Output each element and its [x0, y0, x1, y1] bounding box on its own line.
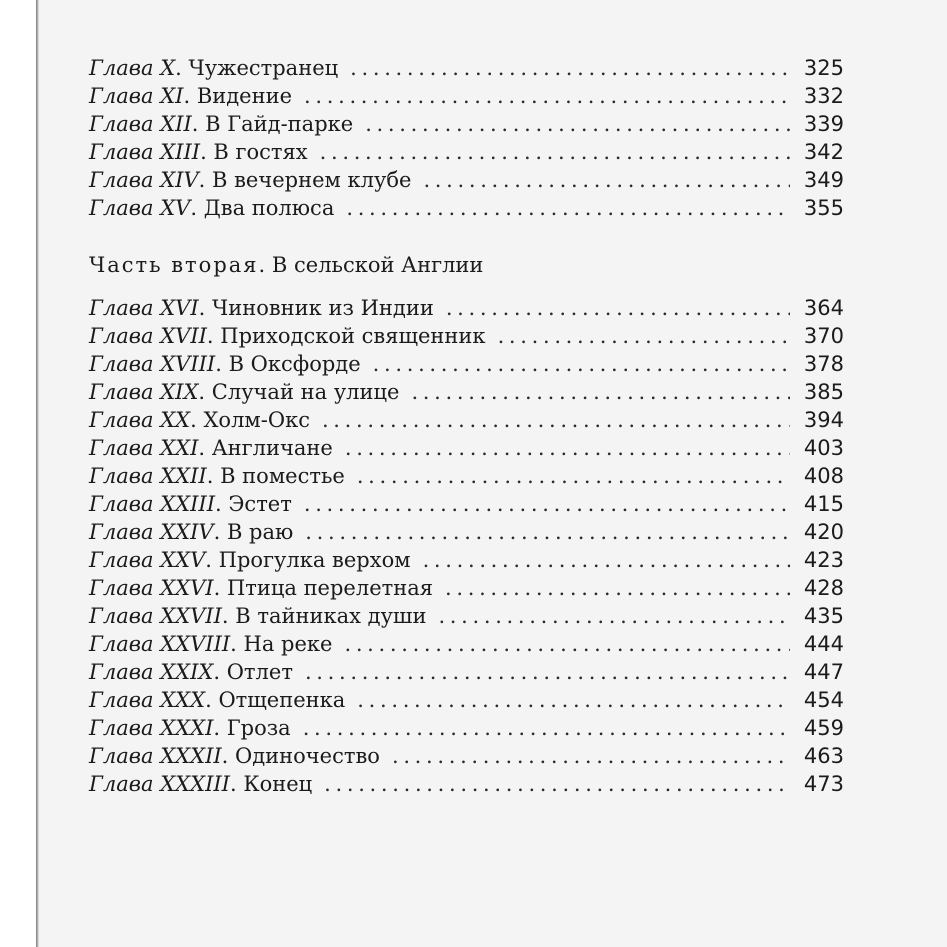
toc-entry: [89, 434, 844, 462]
toc-entry-title: [89, 630, 332, 658]
page-number: 415: [803, 492, 844, 516]
page-number: 355: [803, 196, 844, 220]
chapter-separator: .: [205, 688, 219, 712]
chapter-separator: .: [229, 772, 244, 796]
chapter-title: Приходской священник: [220, 324, 486, 348]
chapter-title: В тайниках души: [235, 604, 427, 628]
toc-entry-title: [89, 518, 293, 546]
toc-entry: [89, 378, 844, 406]
part-two-separator: .: [258, 253, 272, 277]
toc-entry: [89, 138, 844, 166]
page-number: 459: [803, 716, 844, 740]
dot-leader: [411, 378, 790, 406]
toc-entry-title: [89, 194, 334, 222]
toc-entry-title: [89, 82, 292, 110]
chapter-separator: .: [205, 548, 219, 572]
page-number: 378: [803, 352, 844, 376]
chapter-title: В Оксфорде: [228, 352, 361, 376]
chapter-separator: .: [190, 196, 204, 220]
dot-leader: [357, 462, 790, 490]
chapter-title: В гостях: [213, 140, 308, 164]
chapter-separator: .: [198, 380, 212, 404]
toc-entry-title: [89, 294, 434, 322]
toc-entry: [89, 294, 844, 322]
toc-entry-title: [89, 770, 312, 798]
dot-leader: [438, 602, 790, 630]
toc-entry: [89, 742, 844, 770]
chapter-number: Глава XXV: [89, 548, 206, 572]
chapter-number: Глава XXXIII: [89, 772, 230, 796]
toc-entry-title: [89, 434, 333, 462]
toc-entry: [89, 630, 844, 658]
chapter-title: Отщепенка: [218, 688, 346, 712]
chapter-number: Глава XXII: [89, 464, 207, 488]
dot-leader: [324, 770, 790, 798]
toc-entry-title: [89, 138, 308, 166]
chapter-number: Глава XX: [89, 408, 191, 432]
left-page-edge: [0, 0, 36, 947]
part-one-entries: [89, 54, 844, 222]
toc-entry-title: [89, 714, 291, 742]
chapter-separator: .: [191, 112, 206, 136]
part-two-title: В сельской Англии: [271, 253, 484, 277]
chapter-title: В вечернем клубе: [211, 168, 412, 192]
chapter-separator: .: [215, 492, 229, 516]
dot-leader: [320, 138, 790, 166]
dot-leader: [305, 658, 790, 686]
chapter-separator: .: [200, 140, 214, 164]
toc-entry: [89, 322, 844, 350]
toc-entry-title: [89, 406, 310, 434]
dot-leader: [423, 166, 790, 194]
chapter-title: Два полюса: [203, 196, 335, 220]
toc-entry: [89, 574, 844, 602]
chapter-title: Чужестранец: [188, 56, 339, 80]
chapter-title: Конец: [243, 772, 313, 796]
chapter-title: В Гайд-парке: [205, 112, 354, 136]
dot-leader: [322, 406, 790, 434]
chapter-title: Одиночество: [235, 744, 380, 768]
page-number: 447: [803, 660, 844, 684]
page-number: 473: [803, 772, 844, 796]
toc-entry: [89, 462, 844, 490]
chapter-number: Глава XII: [89, 112, 192, 136]
chapter-number: Глава XVI: [89, 296, 199, 320]
toc-entry: [89, 602, 844, 630]
chapter-title: Прогулка верхом: [218, 548, 411, 572]
page-number: 403: [803, 436, 844, 460]
page-number: 444: [803, 632, 844, 656]
chapter-title: Отлет: [226, 660, 293, 684]
toc-entry-title: [89, 462, 345, 490]
toc-entry-title: [89, 110, 353, 138]
toc-entry: [89, 714, 844, 742]
toc-entry-title: [89, 742, 380, 770]
chapter-number: Глава XXIII: [89, 492, 215, 516]
page-number: 349: [803, 168, 844, 192]
chapter-title: Случай на улице: [211, 380, 400, 404]
chapter-title: Гроза: [226, 716, 291, 740]
toc-entry-title: [89, 378, 399, 406]
chapter-separator: .: [221, 744, 236, 768]
page-number: 463: [803, 744, 844, 768]
dot-leader: [304, 82, 790, 110]
chapter-separator: .: [206, 324, 221, 348]
chapter-separator: .: [213, 520, 227, 544]
chapter-title: Холм-Окс: [203, 408, 310, 432]
chapter-number: Глава X: [89, 56, 176, 80]
toc-entry-title: [89, 546, 411, 574]
dot-leader: [365, 110, 790, 138]
page-number: 370: [803, 324, 844, 348]
page-number: 325: [803, 56, 844, 80]
toc-entry: [89, 166, 844, 194]
part-two-label: Часть вторая: [89, 253, 259, 277]
chapter-title: На реке: [243, 632, 333, 656]
toc-entry-title: [89, 574, 433, 602]
chapter-number: Глава XIX: [89, 380, 199, 404]
chapter-title: Англичане: [211, 436, 333, 460]
chapter-title: Чиновник из Индии: [211, 296, 434, 320]
part-two-heading: [89, 250, 844, 280]
chapter-title: Птица перелетная: [226, 576, 434, 600]
dot-leader: [344, 630, 790, 658]
chapter-separator: .: [198, 168, 212, 192]
toc-entry: [89, 54, 844, 82]
chapter-number: Глава XXXI: [89, 716, 214, 740]
page-number: 342: [803, 140, 844, 164]
dot-leader: [350, 54, 790, 82]
toc-entry: [89, 82, 844, 110]
page-number: 435: [803, 604, 844, 628]
chapter-separator: .: [206, 464, 221, 488]
chapter-title: Видение: [196, 84, 293, 108]
toc-entry-title: [89, 350, 361, 378]
chapter-separator: .: [198, 436, 212, 460]
page-number: 428: [803, 576, 844, 600]
chapter-separator: .: [230, 632, 244, 656]
toc-entry-title: [89, 322, 486, 350]
chapter-number: Глава XIV: [89, 168, 199, 192]
chapter-separator: .: [190, 408, 204, 432]
chapter-separator: .: [213, 716, 227, 740]
toc-entry: [89, 546, 844, 574]
toc-entry-title: [89, 686, 345, 714]
dot-leader: [498, 322, 790, 350]
page-number: 332: [803, 84, 844, 108]
page-number: 420: [803, 520, 844, 544]
part-two-entries: [89, 294, 844, 798]
page-number: 408: [803, 464, 844, 488]
dot-leader: [357, 686, 790, 714]
page-number: 454: [803, 688, 844, 712]
page-number: 339: [803, 112, 844, 136]
dot-leader: [445, 574, 790, 602]
chapter-number: Глава XXVIII: [89, 632, 231, 656]
chapter-separator: .: [183, 84, 197, 108]
chapter-number: Глава XXVI: [89, 576, 214, 600]
toc-entry: [89, 110, 844, 138]
chapter-number: Глава XVII: [89, 324, 207, 348]
toc-entry: [89, 686, 844, 714]
toc-entry: [89, 490, 844, 518]
chapter-separator: .: [213, 576, 227, 600]
toc-entry-title: [89, 602, 426, 630]
chapter-number: Глава XXI: [89, 436, 199, 460]
dot-leader: [423, 546, 790, 574]
chapter-number: Глава XXXII: [89, 744, 222, 768]
chapter-separator: .: [221, 604, 236, 628]
chapter-separator: .: [175, 56, 189, 80]
toc-entry: [89, 406, 844, 434]
chapter-title: В раю: [226, 520, 294, 544]
toc-entry: [89, 194, 844, 222]
toc-entry: [89, 350, 844, 378]
dot-leader: [373, 350, 790, 378]
chapter-number: Глава XV: [89, 196, 191, 220]
dot-leader: [304, 490, 790, 518]
toc-entry-title: [89, 658, 293, 686]
chapter-number: Глава XXIV: [89, 520, 214, 544]
chapter-number: Глава XI: [89, 84, 184, 108]
dot-leader: [392, 742, 790, 770]
chapter-title: В поместье: [220, 464, 345, 488]
page-number: 385: [803, 380, 844, 404]
chapter-separator: .: [198, 296, 212, 320]
chapter-number: Глава XXVII: [89, 604, 222, 628]
chapter-title: Эстет: [228, 492, 292, 516]
dot-leader: [305, 518, 790, 546]
chapter-number: Глава XIII: [89, 140, 201, 164]
chapter-number: Глава XXIX: [89, 660, 214, 684]
dot-leader: [346, 194, 790, 222]
dot-leader: [345, 434, 790, 462]
dot-leader: [446, 294, 790, 322]
chapter-separator: .: [213, 660, 227, 684]
page-number: 394: [803, 408, 844, 432]
page-number: 423: [803, 548, 844, 572]
toc-entry: [89, 518, 844, 546]
toc-entry-title: [89, 490, 292, 518]
chapter-separator: .: [215, 352, 229, 376]
toc-entry-title: [89, 166, 411, 194]
table-of-contents: [89, 54, 844, 798]
chapter-number: Глава XVIII: [89, 352, 216, 376]
toc-entry: [89, 770, 844, 798]
page-number: 364: [803, 296, 844, 320]
toc-entry: [89, 658, 844, 686]
toc-entry-title: [89, 54, 338, 82]
chapter-number: Глава XXX: [89, 688, 206, 712]
dot-leader: [303, 714, 790, 742]
